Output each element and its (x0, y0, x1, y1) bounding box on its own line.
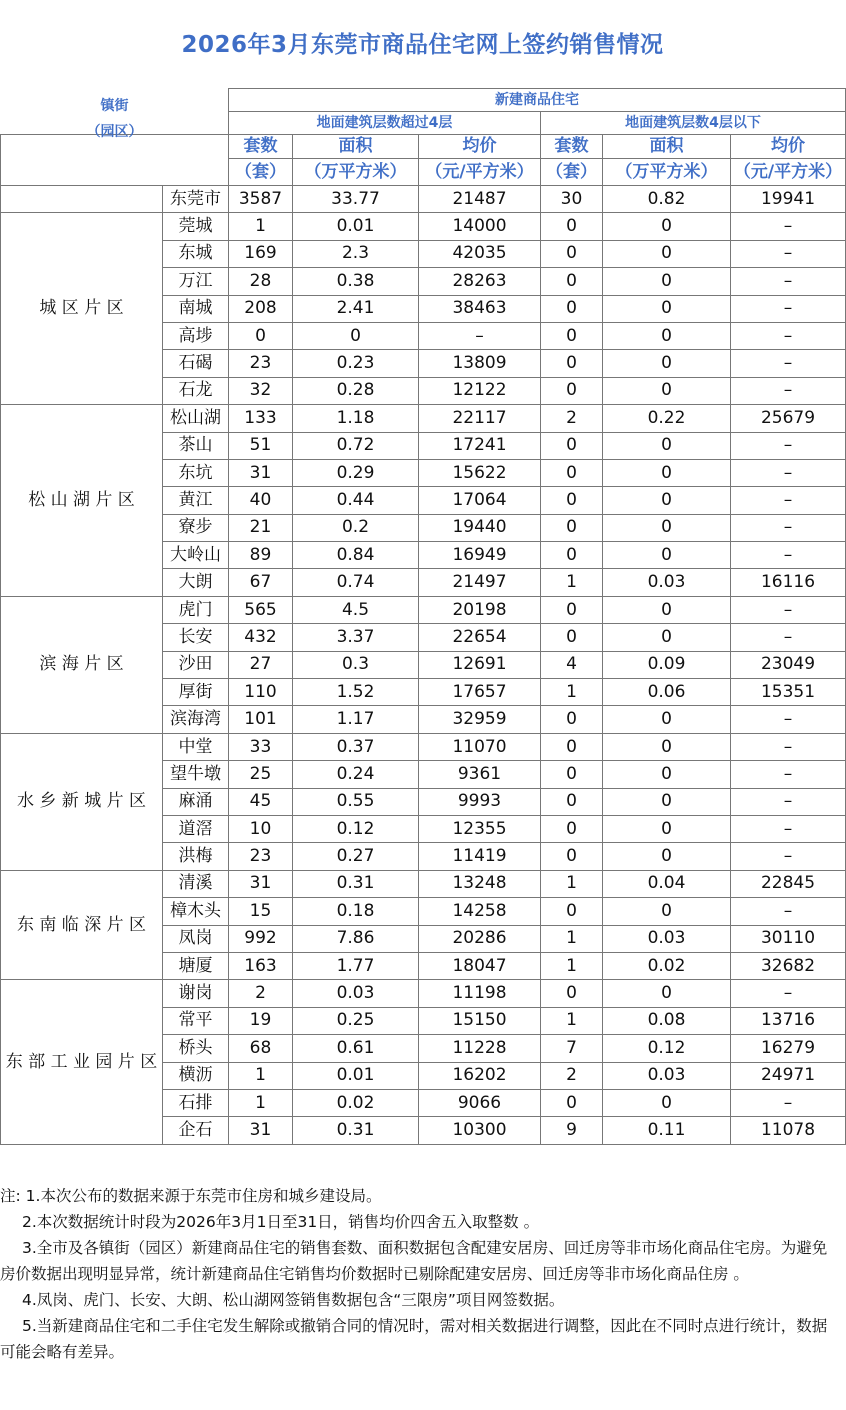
header-b-units-unit: （套） (541, 159, 603, 186)
b-area: 0 (603, 596, 731, 623)
a-area: 0.01 (293, 1062, 419, 1089)
town-name: 东坑 (163, 459, 229, 486)
district-name: 东 部 工 业 园 片 区 (1, 980, 163, 1144)
total-blank (1, 186, 163, 213)
a-area: 0.01 (293, 213, 419, 240)
header-group-under-4: 地面建筑层数4层以下 (541, 112, 846, 135)
b-area: 0.04 (603, 870, 731, 897)
header-a-units-unit: （套） (229, 159, 293, 186)
a-price: 18047 (419, 952, 541, 979)
b-units: 1 (541, 569, 603, 596)
b-price: – (731, 350, 846, 377)
b-price: – (731, 322, 846, 349)
b-area: 0 (603, 624, 731, 651)
b-area: 0 (603, 1089, 731, 1116)
b-area: 0.08 (603, 1007, 731, 1034)
b-price: – (731, 761, 846, 788)
total-name: 东莞市 (163, 186, 229, 213)
note-3: 3.全市及各镇街（园区）新建商品住宅的销售套数、面积数据包含配建安居房、回迁房等非市场化商品住宅房。为避免房价数据出现明显异常，统计新建商品住宅销售均价数据时已剔除配建安居房、回迁房等非市场化商品住房 。 (0, 1239, 828, 1283)
header-b-price-unit: （元/平方米） (731, 159, 846, 186)
a-price: 17064 (419, 487, 541, 514)
table-row (1, 870, 846, 897)
b-price: – (731, 624, 846, 651)
header-new-housing: 新建商品住宅 (229, 89, 846, 112)
a-area: 0.31 (293, 870, 419, 897)
header-a-area-unit: （万平方米） (293, 159, 419, 186)
a-area: 0.38 (293, 268, 419, 295)
a-area: 3.37 (293, 624, 419, 651)
a-area: 0.03 (293, 980, 419, 1007)
town-name: 清溪 (163, 870, 229, 897)
a-area: 4.5 (293, 596, 419, 623)
b-area: 0 (603, 268, 731, 295)
header-town-sub: （园区） (86, 124, 143, 140)
b-units: 0 (541, 322, 603, 349)
a-area: 0.31 (293, 1117, 419, 1144)
b-area: 0 (603, 980, 731, 1007)
town-name: 黄江 (163, 487, 229, 514)
total-b-area: 0.82 (603, 186, 731, 213)
note-4: 4.凤岗、虎门、长安、大朗、松山湖网签销售数据包含“三限房”项目网签数据。 (22, 1291, 565, 1309)
a-price: – (419, 322, 541, 349)
total-row (1, 186, 846, 213)
a-price: 42035 (419, 240, 541, 267)
b-price: – (731, 596, 846, 623)
town-name: 寮步 (163, 514, 229, 541)
page-title: 2026年3月东莞市商品住宅网上签约销售情况 (181, 32, 664, 58)
a-area: 0.55 (293, 788, 419, 815)
total-a-units: 3587 (229, 186, 293, 213)
b-units: 0 (541, 487, 603, 514)
town-name: 松山湖 (163, 405, 229, 432)
town-name: 南城 (163, 295, 229, 322)
b-area: 0.06 (603, 679, 731, 706)
a-units: 68 (229, 1035, 293, 1062)
a-units: 23 (229, 350, 293, 377)
header-a-price-unit: （元/平方米） (419, 159, 541, 186)
town-name: 塘厦 (163, 952, 229, 979)
b-units: 0 (541, 980, 603, 1007)
a-units: 565 (229, 596, 293, 623)
a-price: 20198 (419, 596, 541, 623)
a-units: 432 (229, 624, 293, 651)
b-area: 0.02 (603, 952, 731, 979)
town-name: 大岭山 (163, 542, 229, 569)
b-units: 0 (541, 733, 603, 760)
b-area: 0 (603, 815, 731, 842)
b-units: 9 (541, 1117, 603, 1144)
table-row (1, 213, 846, 240)
b-units: 4 (541, 651, 603, 678)
b-area: 0.09 (603, 651, 731, 678)
a-units: 15 (229, 898, 293, 925)
b-units: 0 (541, 213, 603, 240)
header-a-units: 套数 (229, 135, 293, 159)
b-price: – (731, 432, 846, 459)
district-name: 滨 海 片 区 (1, 596, 163, 733)
a-price: 14000 (419, 213, 541, 240)
a-units: 28 (229, 268, 293, 295)
b-area: 0 (603, 542, 731, 569)
a-area: 0.24 (293, 761, 419, 788)
b-price: 23049 (731, 651, 846, 678)
a-area: 0.44 (293, 487, 419, 514)
town-name: 横沥 (163, 1062, 229, 1089)
district-name: 松 山 湖 片 区 (1, 405, 163, 597)
a-area: 0.84 (293, 542, 419, 569)
b-price: – (731, 542, 846, 569)
a-price: 22654 (419, 624, 541, 651)
b-units: 0 (541, 898, 603, 925)
district-name: 水 乡 新 城 片 区 (1, 733, 163, 870)
town-name: 茶山 (163, 432, 229, 459)
b-units: 0 (541, 432, 603, 459)
total-a-area: 33.77 (293, 186, 419, 213)
town-name: 常平 (163, 1007, 229, 1034)
b-price: – (731, 268, 846, 295)
a-price: 12355 (419, 815, 541, 842)
b-price: 16116 (731, 569, 846, 596)
header-b-area: 面积 (603, 135, 731, 159)
a-price: 28263 (419, 268, 541, 295)
a-area: 0.27 (293, 843, 419, 870)
b-price: – (731, 514, 846, 541)
sales-table (0, 88, 846, 1145)
b-price: – (731, 815, 846, 842)
b-price: – (731, 459, 846, 486)
a-price: 11070 (419, 733, 541, 760)
a-units: 51 (229, 432, 293, 459)
town-name: 万江 (163, 268, 229, 295)
a-price: 12691 (419, 651, 541, 678)
a-price: 9361 (419, 761, 541, 788)
b-units: 0 (541, 788, 603, 815)
town-name: 虎门 (163, 596, 229, 623)
a-price: 20286 (419, 925, 541, 952)
b-units: 0 (541, 350, 603, 377)
b-price: – (731, 240, 846, 267)
a-units: 101 (229, 706, 293, 733)
a-area: 1.77 (293, 952, 419, 979)
town-name: 谢岗 (163, 980, 229, 1007)
a-area: 1.52 (293, 679, 419, 706)
a-units: 31 (229, 1117, 293, 1144)
a-units: 2 (229, 980, 293, 1007)
header-town-label: 镇街 (100, 98, 129, 114)
a-area: 0.29 (293, 459, 419, 486)
town-name: 樟木头 (163, 898, 229, 925)
a-price: 14258 (419, 898, 541, 925)
notes (0, 1183, 842, 1365)
header-group-over-4: 地面建筑层数超过4层 (229, 112, 541, 135)
b-units: 0 (541, 377, 603, 404)
b-price: – (731, 487, 846, 514)
a-units: 89 (229, 542, 293, 569)
town-name: 东城 (163, 240, 229, 267)
town-name: 大朗 (163, 569, 229, 596)
header-b-price: 均价 (731, 135, 846, 159)
b-units: 0 (541, 1089, 603, 1116)
a-price: 17241 (419, 432, 541, 459)
a-units: 0 (229, 322, 293, 349)
b-units: 7 (541, 1035, 603, 1062)
a-units: 208 (229, 295, 293, 322)
b-area: 0.22 (603, 405, 731, 432)
a-price: 38463 (419, 295, 541, 322)
b-area: 0.12 (603, 1035, 731, 1062)
town-name: 石龙 (163, 377, 229, 404)
a-area: 0.37 (293, 733, 419, 760)
table-row (1, 596, 846, 623)
b-area: 0 (603, 240, 731, 267)
town-name: 洪梅 (163, 843, 229, 870)
town-name: 凤岗 (163, 925, 229, 952)
b-area: 0 (603, 788, 731, 815)
header-a-area: 面积 (293, 135, 419, 159)
b-price: – (731, 706, 846, 733)
b-units: 1 (541, 952, 603, 979)
b-price: 30110 (731, 925, 846, 952)
table-row (1, 980, 846, 1007)
b-price: – (731, 1089, 846, 1116)
b-price: 11078 (731, 1117, 846, 1144)
header-a-price: 均价 (419, 135, 541, 159)
note-2: 2.本次数据统计时段为2026年3月1日至31日，销售均价四舍五入取整数 。 (22, 1213, 540, 1231)
b-area: 0 (603, 733, 731, 760)
a-area: 0.02 (293, 1089, 419, 1116)
b-price: 32682 (731, 952, 846, 979)
town-name: 莞城 (163, 213, 229, 240)
a-units: 31 (229, 459, 293, 486)
a-price: 9066 (419, 1089, 541, 1116)
a-units: 23 (229, 843, 293, 870)
a-area: 0.18 (293, 898, 419, 925)
a-area: 2.3 (293, 240, 419, 267)
total-a-price: 21487 (419, 186, 541, 213)
a-price: 15622 (419, 459, 541, 486)
b-units: 0 (541, 761, 603, 788)
town-name: 高埗 (163, 322, 229, 349)
a-area: 0.74 (293, 569, 419, 596)
b-area: 0.03 (603, 925, 731, 952)
b-units: 0 (541, 815, 603, 842)
table-row (1, 405, 846, 432)
a-price: 16949 (419, 542, 541, 569)
b-units: 0 (541, 596, 603, 623)
b-area: 0 (603, 487, 731, 514)
a-price: 13809 (419, 350, 541, 377)
a-units: 19 (229, 1007, 293, 1034)
a-units: 33 (229, 733, 293, 760)
a-units: 1 (229, 1062, 293, 1089)
b-units: 1 (541, 925, 603, 952)
a-area: 0.28 (293, 377, 419, 404)
a-units: 1 (229, 1089, 293, 1116)
a-price: 9993 (419, 788, 541, 815)
a-units: 992 (229, 925, 293, 952)
b-price: 22845 (731, 870, 846, 897)
header-town (1, 98, 229, 186)
a-units: 32 (229, 377, 293, 404)
b-price: – (731, 213, 846, 240)
a-area: 0.12 (293, 815, 419, 842)
a-units: 25 (229, 761, 293, 788)
b-area: 0 (603, 459, 731, 486)
a-price: 11419 (419, 843, 541, 870)
b-price: – (731, 788, 846, 815)
town-name: 沙田 (163, 651, 229, 678)
a-area: 7.86 (293, 925, 419, 952)
a-area: 0 (293, 322, 419, 349)
b-price: 16279 (731, 1035, 846, 1062)
town-name: 麻涌 (163, 788, 229, 815)
a-price: 21497 (419, 569, 541, 596)
header-b-units: 套数 (541, 135, 603, 159)
a-price: 13248 (419, 870, 541, 897)
town-name: 中堂 (163, 733, 229, 760)
a-area: 0.2 (293, 514, 419, 541)
b-units: 0 (541, 514, 603, 541)
note-5: 5.当新建商品住宅和二手住宅发生解除或撤销合同的情况时，需对相关数据进行调整，因此在不同时点进行统计，数据可能会略有差异。 (0, 1317, 828, 1361)
b-area: 0 (603, 377, 731, 404)
b-area: 0 (603, 295, 731, 322)
a-units: 31 (229, 870, 293, 897)
b-price: – (731, 980, 846, 1007)
b-units: 1 (541, 1007, 603, 1034)
b-units: 1 (541, 870, 603, 897)
a-units: 133 (229, 405, 293, 432)
town-name: 石排 (163, 1089, 229, 1116)
b-units: 0 (541, 295, 603, 322)
a-price: 10300 (419, 1117, 541, 1144)
a-price: 12122 (419, 377, 541, 404)
town-name: 望牛墩 (163, 761, 229, 788)
a-units: 45 (229, 788, 293, 815)
b-price: 24971 (731, 1062, 846, 1089)
note-1: 注: 1.本次公布的数据来源于东莞市住房和城乡建设局。 (0, 1187, 382, 1205)
a-area: 0.3 (293, 651, 419, 678)
b-units: 0 (541, 542, 603, 569)
b-area: 0 (603, 514, 731, 541)
a-units: 10 (229, 815, 293, 842)
a-units: 27 (229, 651, 293, 678)
a-area: 1.17 (293, 706, 419, 733)
b-units: 1 (541, 679, 603, 706)
header-b-area-unit: （万平方米） (603, 159, 731, 186)
town-name: 石碣 (163, 350, 229, 377)
a-units: 40 (229, 487, 293, 514)
a-area: 0.25 (293, 1007, 419, 1034)
a-price: 16202 (419, 1062, 541, 1089)
district-name: 东 南 临 深 片 区 (1, 870, 163, 980)
total-b-units: 30 (541, 186, 603, 213)
a-price: 19440 (419, 514, 541, 541)
a-price: 11228 (419, 1035, 541, 1062)
a-units: 67 (229, 569, 293, 596)
town-name: 厚街 (163, 679, 229, 706)
b-area: 0 (603, 432, 731, 459)
b-price: – (731, 733, 846, 760)
b-area: 0.03 (603, 569, 731, 596)
b-units: 0 (541, 268, 603, 295)
b-area: 0 (603, 706, 731, 733)
b-area: 0.11 (603, 1117, 731, 1144)
a-units: 1 (229, 213, 293, 240)
table-row (1, 733, 846, 760)
a-units: 169 (229, 240, 293, 267)
town-name: 道滘 (163, 815, 229, 842)
a-units: 21 (229, 514, 293, 541)
b-units: 0 (541, 240, 603, 267)
b-units: 0 (541, 624, 603, 651)
a-area: 2.41 (293, 295, 419, 322)
a-price: 17657 (419, 679, 541, 706)
b-price: 15351 (731, 679, 846, 706)
b-price: – (731, 295, 846, 322)
town-name: 企石 (163, 1117, 229, 1144)
b-units: 2 (541, 405, 603, 432)
b-area: 0 (603, 213, 731, 240)
b-price: – (731, 377, 846, 404)
a-price: 15150 (419, 1007, 541, 1034)
a-price: 32959 (419, 706, 541, 733)
b-price: 13716 (731, 1007, 846, 1034)
b-units: 0 (541, 843, 603, 870)
b-area: 0 (603, 761, 731, 788)
town-name: 桥头 (163, 1035, 229, 1062)
a-price: 22117 (419, 405, 541, 432)
b-area: 0 (603, 843, 731, 870)
a-units: 163 (229, 952, 293, 979)
a-area: 0.23 (293, 350, 419, 377)
a-area: 1.18 (293, 405, 419, 432)
b-units: 0 (541, 459, 603, 486)
town-name: 滨海湾 (163, 706, 229, 733)
b-units: 0 (541, 706, 603, 733)
b-units: 2 (541, 1062, 603, 1089)
b-area: 0 (603, 322, 731, 349)
b-area: 0.03 (603, 1062, 731, 1089)
b-area: 0 (603, 898, 731, 925)
district-name: 城 区 片 区 (1, 213, 163, 405)
a-area: 0.61 (293, 1035, 419, 1062)
b-price: – (731, 843, 846, 870)
total-b-price: 19941 (731, 186, 846, 213)
b-price: – (731, 898, 846, 925)
a-units: 110 (229, 679, 293, 706)
a-area: 0.72 (293, 432, 419, 459)
town-name: 长安 (163, 624, 229, 651)
b-price: 25679 (731, 405, 846, 432)
b-area: 0 (603, 350, 731, 377)
a-price: 11198 (419, 980, 541, 1007)
